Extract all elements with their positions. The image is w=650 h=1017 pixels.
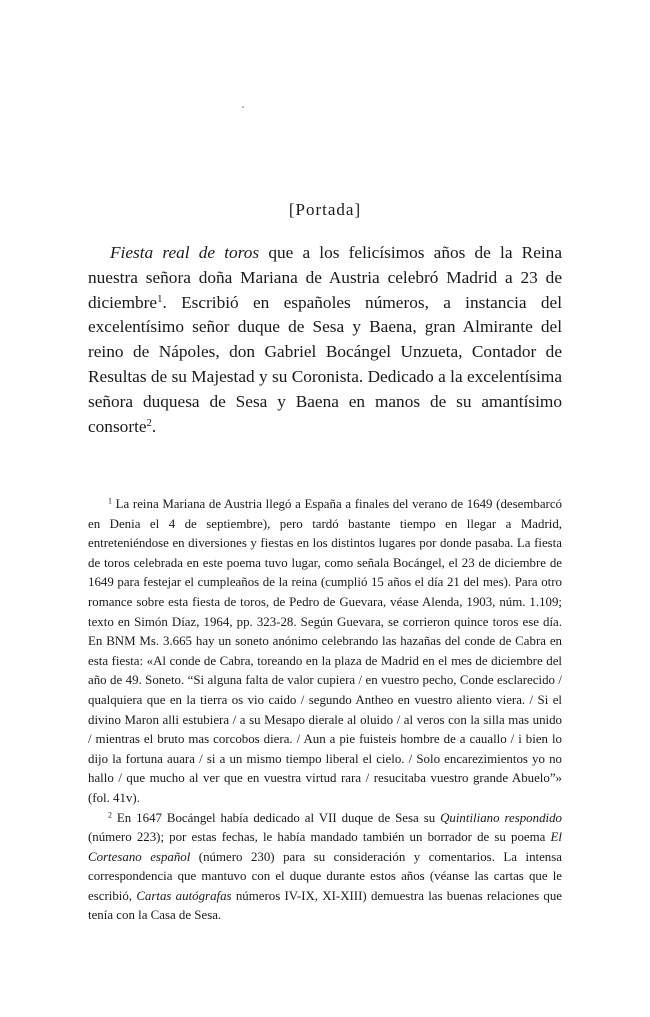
footnote-number: 1 bbox=[108, 496, 112, 506]
intro-paragraph: Fiesta real de toros que a los felicísimos años de la Reina nuestra señora doña Mariana de Austria celebró Madrid a 23 de diciembre$^1$. Escribió en españoles números, a instancia del excelentísimo señor duque de Sesa y Baena, gran Almirante del reino de Nápoles, don Gabriel Bocángel Unzueta, Contador de Resultas de su Majestad y su Coronista. Dedicado a la excelentísima señora duquesa de Sesa y Baena en manos de su amantísimo consorte$^2$. bbox=[88, 243, 562, 436]
footnotes bbox=[88, 495, 562, 926]
footnote-number: 2 bbox=[108, 810, 112, 820]
page-speck bbox=[242, 106, 244, 108]
work-title: Fiesta real de toros bbox=[110, 243, 260, 262]
page-title: [Portada] bbox=[288, 200, 362, 219]
footnote-2: $^2$ En 1647 Bocángel había dedicado al VII duque de Sesa su Quintiliano respondido (número 223); por estas fechas, le había mandado también un borrador de su poema El Cortesano español (número 230) para su consideración y comentarios. La intensa correspondencia que mantuvo con el duque durante estos años (véanse las cartas que le escribió, Cartas autógrafas números IV-IX, XI-XIII) demuestra las buenas relaciones que tenía con la Casa de Sesa. bbox=[88, 810, 562, 923]
footnote-1: $^1$ La reina Mariana de Austria llegó a España a finales del verano de 1649 (desembarcó en Denia el 4 de septiembre), pero tardó bastante tiempo en llegar a Madrid, entreteniéndose en diversiones y fiestas en los distintos lugares por donde pasaba. La fiesta de toros celebrada en este poema tuvo lugar, como señala Bocángel, el 23 de diciembre de 1649 para festejar el cumpleaños de la reina (cumplió 15 años el día 21 del mes). Para otro romance sobre esta fiesta de toros, de Pedro de Guevara, véase Alenda, 1903, núm. 1.109; texto en Simón Díaz, 1964, pp. 323-28. Según Guevara, se corrieron quince toros ese día. En BNM Ms. 3.665 hay un soneto anónimo celebrando las hazañas del conde de Cabra en esta fiesta: «Al conde de Cabra, toreando en la plaza de Madrid en el mes de diciembre del año de 49. Soneto. “Si alguna falta de valor cupiera / en vuestro pecho, Conde esclarecido / qualquiera que en la tierra os vio caido / segundo Antheo en vuestro aliento viera. / Si el divino Maron alli estubiera / a su Mesapo dierale al oluido / al veros con la silla mas unido / mientras el bruto mas corcobos diera. / Aun a pie fuisteis hombre de a cauallo / i bien lo dijo la fortuna auara / si a un mismo tiempo liberal el cielo. / Solo encarezimientos yo no hallo / que mucho al ver que en vuestra virtud rara / resucitaba vuestro grande Abuelo”» (fol. 41v). bbox=[88, 496, 562, 805]
footnote-ref-2[interactable]: 2 bbox=[146, 416, 152, 429]
footnote-ref-1[interactable]: 1 bbox=[157, 292, 163, 305]
main-text bbox=[88, 241, 562, 439]
